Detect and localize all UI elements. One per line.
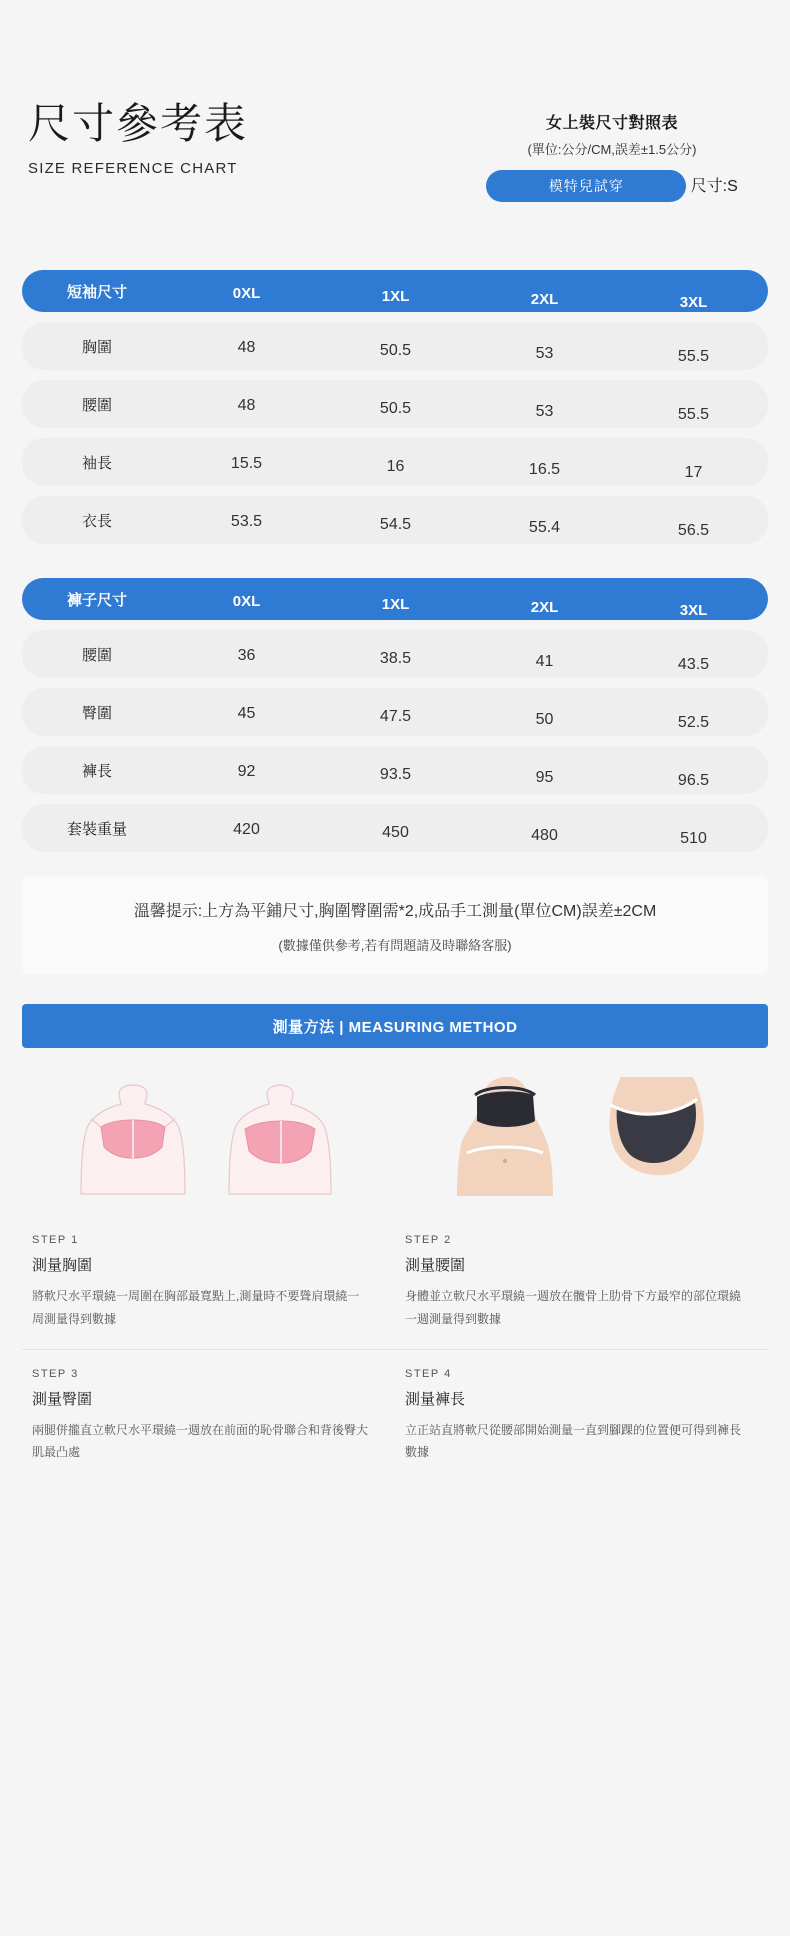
row-value: 95 [535,769,554,786]
table-row [22,322,768,370]
row-value: 53 [535,403,554,420]
row-value: 16.5 [528,461,561,478]
step-description: 立正站直將軟尺從腰部開始測量一直到腳踝的位置便可得到褲長數據 [405,1422,742,1460]
step-item [395,1350,768,1483]
step-title: 測量腰圍 [405,1257,466,1274]
row-value: 93.5 [379,766,412,783]
row-value: 50.5 [379,342,412,359]
table-header-row [22,270,768,312]
table-row [22,380,768,428]
row-value: 36 [237,647,256,664]
table-row [22,688,768,736]
note-sub-text: (數據僅供參考,若有問題請及時聯絡客服) [278,938,512,953]
step-title: 測量褲長 [405,1390,466,1408]
hip-measure-icon [587,1071,727,1196]
table-row [22,630,768,678]
page-header [0,0,790,202]
column-header: 1XL [381,595,410,613]
row-label: 褲長 [81,762,112,780]
step-number: STEP 1 [32,1234,79,1246]
row-value: 38.5 [379,650,412,667]
table-title: 短袖尺寸 [66,283,127,301]
row-label: 套裝重量 [66,820,127,838]
step-description: 兩腿併攏直立軟尺水平環繞一週放在前面的恥骨聯合和背後臀大肌最凸處 [32,1422,369,1460]
step-description: 將軟尺水平環繞一周圍在胸部最寬點上,測量時不要聳肩環繞一周測量得到數據 [32,1289,360,1326]
step-number: STEP 3 [32,1367,79,1380]
table-pants-sizes [22,578,768,852]
measuring-method-bar [22,1004,768,1048]
page-subtitle: SIZE REFERENCE CHART [28,160,238,178]
row-value: 41 [535,653,554,670]
row-value: 50 [535,711,554,728]
model-size-badge: 尺寸:S [690,178,738,195]
illustration-waist-hip-group [400,1066,768,1196]
row-value: 43.5 [677,656,710,673]
row-value: 56.5 [677,522,710,539]
chart-unit-note: (單位:公分/CM,誤差±1.5公分) [527,142,697,157]
model-tryon-button[interactable] [486,170,686,202]
model-tryon-label: 模特兒試穿 [548,178,624,194]
row-value: 55.5 [677,406,710,423]
row-value: 15.5 [230,455,263,472]
row-label: 腰圍 [81,646,112,664]
row-value: 48 [237,339,256,356]
row-value: 480 [531,827,558,844]
step-item [22,1350,395,1483]
row-value: 55.5 [677,348,710,365]
row-value: 92 [237,763,256,780]
table-row [22,804,768,852]
page-title: 尺寸參考表 [28,99,249,148]
row-value: 50.5 [379,400,412,417]
row-value: 53 [535,345,554,362]
row-label: 臀圍 [81,704,112,722]
row-value: 48 [237,397,256,414]
row-value: 47.5 [379,708,412,725]
column-header: 2XL [530,598,559,616]
bust-side-icon [209,1071,349,1196]
table-title: 褲子尺寸 [66,591,127,609]
row-value: 17 [684,464,703,481]
row-value: 53.5 [230,513,263,530]
illustration-bust-group [22,1066,390,1196]
header-left [28,100,248,177]
table-header-row [22,578,768,620]
column-header: 1XL [381,287,410,305]
step-description: 身體並立軟尺水平環繞一週放在髖骨上肋骨下方最窄的部位環繞一週測量得到數據 [405,1289,742,1326]
table-top-sizes [22,270,768,544]
note-main-text: 溫馨提示:上方為平鋪尺寸,胸圍臀圍需*2,成品手工測量(單位CM)誤差±2CM [133,903,657,920]
measuring-steps [22,1216,768,1482]
table-row [22,438,768,486]
row-value: 510 [680,830,707,847]
row-value: 16 [386,458,405,475]
row-value: 54.5 [379,516,412,533]
row-label: 腰圍 [81,396,112,414]
table-row [22,496,768,544]
row-label: 衣長 [81,512,112,530]
measuring-method-title: 測量方法 | MEASURING METHOD [272,1018,518,1036]
step-number: STEP 4 [405,1367,452,1380]
column-header: 0XL [232,592,261,610]
column-header: 2XL [530,290,559,308]
note-box [22,876,768,974]
column-header: 3XL [679,601,708,619]
row-value: 55.4 [528,519,561,536]
row-value: 52.5 [677,714,710,731]
row-value: 420 [233,821,260,838]
measuring-illustrations [22,1066,768,1196]
step-title: 測量胸圍 [32,1257,93,1274]
step-number: STEP 2 [405,1234,452,1246]
step-item [395,1216,768,1350]
bust-front-icon [63,1071,203,1196]
step-item [22,1216,395,1350]
waist-measure-icon [441,1071,581,1196]
step-title: 測量臀圍 [32,1390,93,1408]
chart-scope-title: 女上裝尺寸對照表 [545,115,678,132]
table-row [22,746,768,794]
row-value: 45 [237,705,256,722]
header-right [462,100,762,202]
row-label: 袖長 [81,454,112,472]
row-value: 450 [382,824,409,841]
row-value: 96.5 [677,772,710,789]
column-header: 3XL [679,293,708,311]
row-label: 胸圍 [81,338,112,356]
column-header: 0XL [232,284,261,302]
